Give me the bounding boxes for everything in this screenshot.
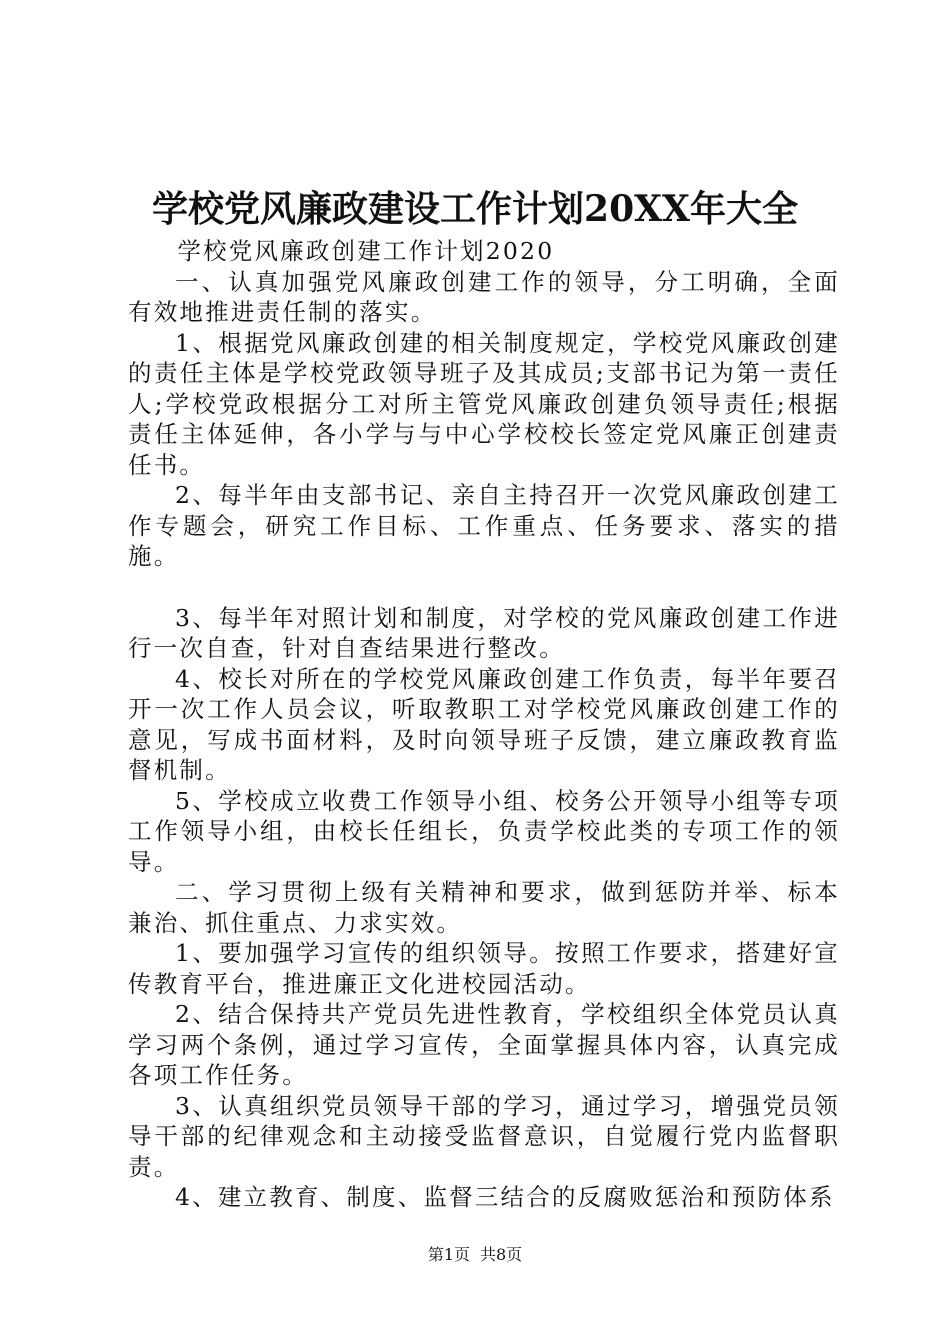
paragraph-section-1-heading: 一、认真加强党风廉政创建工作的领导，分工明确，全面有效地推进责任制的落实。 <box>128 267 840 326</box>
document-subtitle: 学校党风廉政创建工作计划2020 <box>177 237 555 265</box>
paragraph-section-1-item-5: 5、学校成立收费工作领导小组、校务公开领导小组等专项工作领导小组，由校长任组长，负责学校此类的专项工作的领导。 <box>128 786 840 876</box>
paragraph-section-1-item-4: 4、校长对所在的学校党风廉政创建工作负责，每半年要召开一次工作人员会议，听取教职工对学校党风廉政创建工作的意见，写成书面材料，及时向领导班子反馈，建立廉政教育监督机制。 <box>128 664 840 784</box>
paragraph-section-2-item-1: 1、要加强学习宣传的组织领导。按照工作要求，搭建好宣传教育平台，推进廉正文化进校园活动。 <box>128 939 840 998</box>
page-footer <box>0 1245 950 1265</box>
document-title: 学校党风廉政建设工作计划20XX年大全 <box>152 188 798 230</box>
paragraph-section-2-item-4: 4、建立教育、制度、监督三结合的反腐败惩治和预防体系 <box>175 1183 835 1211</box>
paragraph-section-1-item-3: 3、每半年对照计划和制度，对学校的党风廉政创建工作进行一次自查，针对自查结果进行整改。 <box>128 603 840 662</box>
document-body <box>128 236 840 1213</box>
paragraph-section-1-item-2: 2、每半年由支部书记、亲自主持召开一次党风廉政创建工作专题会，研究工作目标、工作重点、任务要求、落实的措施。 <box>128 481 840 570</box>
page-total: 共8页 <box>480 1245 523 1264</box>
paragraph-section-2-item-2: 2、结合保持共产党员先进性教育，学校组织全体党员认真学习两个条例，通过学习宣传，全面掌握具体内容，认真完成各项工作任务。 <box>128 1000 840 1089</box>
paragraph-section-2-item-3: 3、认真组织党员领导干部的学习，通过学习，增强党员领导干部的纪律观念和主动接受监督意识，自觉履行党内监督职责。 <box>128 1091 840 1181</box>
page-number: 第1页 <box>427 1245 470 1264</box>
paragraph-section-2-heading: 二、学习贯彻上级有关精神和要求，做到惩防并举、标本兼治、抓住重点、力求实效。 <box>128 878 840 937</box>
paragraph-section-1-item-1: 1、根据党风廉政创建的相关制度规定，学校党风廉政创建的责任主体是学校党政领导班子及其成员;支部书记为第一责任人;学校党政根据分工对所主管党风廉政创建负领导责任;根据责任主体延伸，各小学与与中心学校校长签定党风廉正创建责任书。 <box>128 328 840 479</box>
